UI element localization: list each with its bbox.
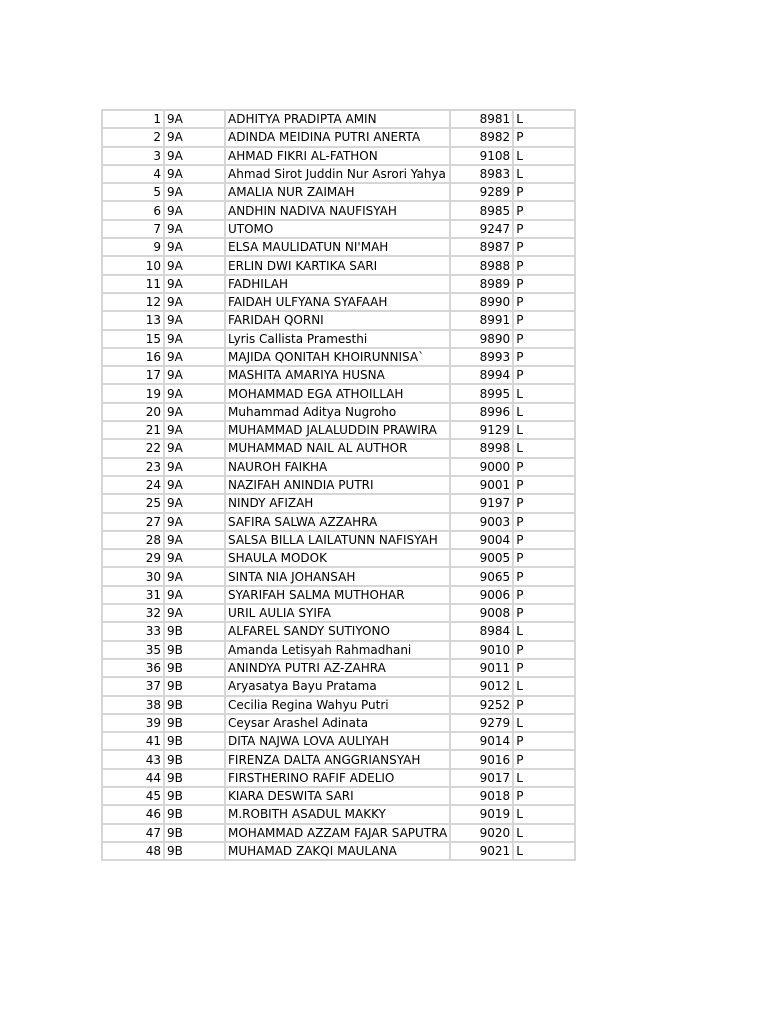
class-cell[interactable]: 9A xyxy=(164,531,225,549)
gender-cell[interactable]: L xyxy=(513,714,575,732)
gender-cell[interactable]: L xyxy=(513,110,575,128)
gender-cell[interactable]: P xyxy=(513,476,575,494)
student-id-cell[interactable]: 9012 xyxy=(450,677,513,695)
table-row xyxy=(102,220,575,238)
row-number-cell[interactable]: 44 xyxy=(102,769,164,787)
table-row xyxy=(102,659,575,677)
table-row xyxy=(102,622,575,640)
student-id-cell[interactable]: 9011 xyxy=(450,659,513,677)
table-row xyxy=(102,769,575,787)
row-number-cell[interactable]: 45 xyxy=(102,787,164,805)
gender-cell[interactable]: P xyxy=(513,696,575,714)
class-cell[interactable]: 9A xyxy=(164,220,225,238)
table-row xyxy=(102,165,575,183)
student-id-cell[interactable]: 8994 xyxy=(450,366,513,384)
table-row xyxy=(102,439,575,457)
table-row xyxy=(102,567,575,585)
table-row xyxy=(102,750,575,768)
student-name-cell[interactable]: Lyris Callista Pramesthi xyxy=(225,330,450,348)
table-row xyxy=(102,256,575,274)
student-name-cell[interactable]: Muhammad Aditya Nugroho xyxy=(225,403,450,421)
student-id-cell[interactable]: 8984 xyxy=(450,622,513,640)
gender-cell[interactable]: L xyxy=(513,622,575,640)
row-number-cell[interactable]: 36 xyxy=(102,659,164,677)
row-number-cell[interactable]: 5 xyxy=(102,183,164,201)
student-name-cell[interactable]: NAUROH FAIKHA xyxy=(225,458,450,476)
student-name-cell[interactable]: ELSA MAULIDATUN NI'MAH xyxy=(225,238,450,256)
student-table xyxy=(101,109,576,861)
row-number-cell[interactable]: 20 xyxy=(102,403,164,421)
class-cell[interactable]: 9B xyxy=(164,842,225,860)
gender-cell[interactable]: P xyxy=(513,311,575,329)
table-row xyxy=(102,842,575,860)
table-row xyxy=(102,824,575,842)
row-number-cell[interactable]: 23 xyxy=(102,458,164,476)
student-name-cell[interactable]: SHAULA MODOK xyxy=(225,549,450,567)
student-id-cell[interactable]: 8987 xyxy=(450,238,513,256)
student-id-cell[interactable]: 9247 xyxy=(450,220,513,238)
student-id-cell[interactable]: 8990 xyxy=(450,293,513,311)
table-row xyxy=(102,805,575,823)
table-row xyxy=(102,128,575,146)
gender-cell[interactable]: P xyxy=(513,513,575,531)
class-cell[interactable]: 9A xyxy=(164,494,225,512)
class-cell[interactable]: 9A xyxy=(164,384,225,402)
class-cell[interactable]: 9A xyxy=(164,311,225,329)
row-number-cell[interactable]: 16 xyxy=(102,348,164,366)
gender-cell[interactable]: P xyxy=(513,458,575,476)
class-cell[interactable]: 9A xyxy=(164,330,225,348)
table-row xyxy=(102,604,575,622)
row-number-cell[interactable]: 17 xyxy=(102,366,164,384)
class-cell[interactable]: 9A xyxy=(164,275,225,293)
gender-cell[interactable]: P xyxy=(513,586,575,604)
gender-cell[interactable]: P xyxy=(513,750,575,768)
student-id-cell[interactable]: 9289 xyxy=(450,183,513,201)
table-row xyxy=(102,732,575,750)
gender-cell[interactable]: P xyxy=(513,549,575,567)
gender-cell[interactable]: L xyxy=(513,805,575,823)
gender-cell[interactable]: P xyxy=(513,201,575,219)
student-id-cell[interactable]: 8981 xyxy=(450,110,513,128)
student-name-cell[interactable]: Amanda Letisyah Rahmadhani xyxy=(225,641,450,659)
student-id-cell[interactable]: 9016 xyxy=(450,750,513,768)
class-cell[interactable]: 9A xyxy=(164,458,225,476)
table-row xyxy=(102,494,575,512)
table-row xyxy=(102,330,575,348)
class-cell[interactable]: 9A xyxy=(164,110,225,128)
student-id-cell[interactable]: 9014 xyxy=(450,732,513,750)
gender-cell[interactable]: L xyxy=(513,421,575,439)
gender-cell[interactable]: P xyxy=(513,531,575,549)
student-id-cell[interactable]: 9021 xyxy=(450,842,513,860)
student-name-cell[interactable]: Cecilia Regina Wahyu Putri xyxy=(225,696,450,714)
gender-cell[interactable]: P xyxy=(513,220,575,238)
table-row xyxy=(102,201,575,219)
student-name-cell[interactable]: MOHAMMAD AZZAM FAJAR SAPUTRA xyxy=(225,824,450,842)
student-id-cell[interactable]: 8982 xyxy=(450,128,513,146)
class-cell[interactable]: 9A xyxy=(164,549,225,567)
gender-cell[interactable]: L xyxy=(513,165,575,183)
student-name-cell[interactable]: ANINDYA PUTRI AZ-ZAHRA xyxy=(225,659,450,677)
row-number-cell[interactable]: 41 xyxy=(102,732,164,750)
student-id-cell[interactable]: 9279 xyxy=(450,714,513,732)
table-row xyxy=(102,311,575,329)
student-id-cell[interactable]: 9019 xyxy=(450,805,513,823)
student-name-cell[interactable]: Ceysar Arashel Adinata xyxy=(225,714,450,732)
gender-cell[interactable]: L xyxy=(513,439,575,457)
class-cell[interactable]: 9B xyxy=(164,787,225,805)
student-name-cell[interactable]: FIRSTHERINO RAFIF ADELIO xyxy=(225,769,450,787)
student-id-cell[interactable]: 9003 xyxy=(450,513,513,531)
student-id-cell[interactable]: 9005 xyxy=(450,549,513,567)
student-name-cell[interactable]: SYARIFAH SALMA MUTHOHAR xyxy=(225,586,450,604)
gender-cell[interactable]: P xyxy=(513,275,575,293)
gender-cell[interactable]: P xyxy=(513,659,575,677)
row-number-cell[interactable]: 25 xyxy=(102,494,164,512)
row-number-cell[interactable]: 15 xyxy=(102,330,164,348)
gender-cell[interactable]: P xyxy=(513,787,575,805)
gender-cell[interactable]: P xyxy=(513,604,575,622)
table-row xyxy=(102,348,575,366)
student-name-cell[interactable]: SINTA NIA JOHANSAH xyxy=(225,567,450,585)
student-name-cell[interactable]: MASHITA AMARIYA HUSNA xyxy=(225,366,450,384)
table-row xyxy=(102,458,575,476)
class-cell[interactable]: 9B xyxy=(164,750,225,768)
class-cell[interactable]: 9B xyxy=(164,824,225,842)
table-row xyxy=(102,384,575,402)
student-name-cell[interactable]: FARIDAH QORNI xyxy=(225,311,450,329)
class-cell[interactable]: 9B xyxy=(164,769,225,787)
table-row xyxy=(102,238,575,256)
class-cell[interactable]: 9A xyxy=(164,567,225,585)
student-name-cell[interactable]: NAZIFAH ANINDIA PUTRI xyxy=(225,476,450,494)
row-number-cell[interactable]: 43 xyxy=(102,750,164,768)
student-id-cell[interactable]: 9020 xyxy=(450,824,513,842)
student-name-cell[interactable]: ANDHIN NADIVA NAUFISYAH xyxy=(225,201,450,219)
table-row xyxy=(102,513,575,531)
gender-cell[interactable]: P xyxy=(513,366,575,384)
student-name-cell[interactable]: Ahmad Sirot Juddin Nur Asrori Yahya xyxy=(225,165,450,183)
row-number-cell[interactable]: 33 xyxy=(102,622,164,640)
student-id-cell[interactable]: 8996 xyxy=(450,403,513,421)
class-cell[interactable]: 9B xyxy=(164,641,225,659)
table-row xyxy=(102,549,575,567)
gender-cell[interactable]: L xyxy=(513,769,575,787)
row-number-cell[interactable]: 13 xyxy=(102,311,164,329)
student-id-cell[interactable]: 9000 xyxy=(450,458,513,476)
row-number-cell[interactable]: 32 xyxy=(102,604,164,622)
gender-cell[interactable]: P xyxy=(513,128,575,146)
table-row xyxy=(102,531,575,549)
student-name-cell[interactable]: KIARA DESWITA SARI xyxy=(225,787,450,805)
table-row xyxy=(102,787,575,805)
class-cell[interactable]: 9A xyxy=(164,476,225,494)
table-row xyxy=(102,677,575,695)
table-row xyxy=(102,366,575,384)
student-id-cell[interactable]: 8988 xyxy=(450,256,513,274)
table-row xyxy=(102,696,575,714)
student-name-cell[interactable]: FAIDAH ULFYANA SYAFAAH xyxy=(225,293,450,311)
class-cell[interactable]: 9A xyxy=(164,256,225,274)
student-id-cell[interactable]: 9252 xyxy=(450,696,513,714)
row-number-cell[interactable]: 24 xyxy=(102,476,164,494)
student-id-cell[interactable]: 9008 xyxy=(450,604,513,622)
gender-cell[interactable]: P xyxy=(513,494,575,512)
gender-cell[interactable]: P xyxy=(513,348,575,366)
student-name-cell[interactable]: SAFIRA SALWA AZZAHRA xyxy=(225,513,450,531)
student-id-cell[interactable]: 9006 xyxy=(450,586,513,604)
student-name-cell[interactable]: FADHILAH xyxy=(225,275,450,293)
table-row xyxy=(102,641,575,659)
table-row xyxy=(102,476,575,494)
table-row xyxy=(102,586,575,604)
student-name-cell[interactable]: FIRENZA DALTA ANGGRIANSYAH xyxy=(225,750,450,768)
gender-cell[interactable]: L xyxy=(513,147,575,165)
row-number-cell[interactable]: 39 xyxy=(102,714,164,732)
student-id-cell[interactable]: 9018 xyxy=(450,787,513,805)
row-number-cell[interactable]: 21 xyxy=(102,421,164,439)
student-name-cell[interactable]: MAJIDA QONITAH KHOIRUNNISA` xyxy=(225,348,450,366)
student-id-cell[interactable]: 9108 xyxy=(450,147,513,165)
row-number-cell[interactable]: 22 xyxy=(102,439,164,457)
student-name-cell[interactable]: DITA NAJWA LOVA AULIYAH xyxy=(225,732,450,750)
class-cell[interactable]: 9A xyxy=(164,293,225,311)
student-name-cell[interactable]: SALSA BILLA LAILATUNN NAFISYAH xyxy=(225,531,450,549)
student-name-cell[interactable]: URIL AULIA SYIFA xyxy=(225,604,450,622)
student-id-cell[interactable]: 9010 xyxy=(450,641,513,659)
row-number-cell[interactable]: 6 xyxy=(102,201,164,219)
class-cell[interactable]: 9A xyxy=(164,439,225,457)
class-cell[interactable]: 9A xyxy=(164,238,225,256)
table-row xyxy=(102,183,575,201)
row-number-cell[interactable]: 47 xyxy=(102,824,164,842)
class-cell[interactable]: 9A xyxy=(164,513,225,531)
gender-cell[interactable]: P xyxy=(513,293,575,311)
gender-cell[interactable]: L xyxy=(513,677,575,695)
row-number-cell[interactable]: 9 xyxy=(102,238,164,256)
row-number-cell[interactable]: 7 xyxy=(102,220,164,238)
student-name-cell[interactable]: MUHAMAD ZAKQI MAULANA xyxy=(225,842,450,860)
class-cell[interactable]: 9B xyxy=(164,805,225,823)
student-name-cell[interactable]: UTOMO xyxy=(225,220,450,238)
table-row xyxy=(102,147,575,165)
gender-cell[interactable]: P xyxy=(513,732,575,750)
student-name-cell[interactable]: ADINDA MEIDINA PUTRI ANERTA xyxy=(225,128,450,146)
table-row xyxy=(102,403,575,421)
student-name-cell[interactable]: AMALIA NUR ZAIMAH xyxy=(225,183,450,201)
gender-cell[interactable]: L xyxy=(513,384,575,402)
class-cell[interactable]: 9A xyxy=(164,366,225,384)
student-name-cell[interactable]: M.ROBITH ASADUL MAKKY xyxy=(225,805,450,823)
class-cell[interactable]: 9B xyxy=(164,659,225,677)
row-number-cell[interactable]: 1 xyxy=(102,110,164,128)
row-number-cell[interactable]: 11 xyxy=(102,275,164,293)
row-number-cell[interactable]: 28 xyxy=(102,531,164,549)
table-row xyxy=(102,714,575,732)
student-id-cell[interactable]: 8983 xyxy=(450,165,513,183)
row-number-cell[interactable]: 31 xyxy=(102,586,164,604)
table-row xyxy=(102,293,575,311)
class-cell[interactable]: 9B xyxy=(164,732,225,750)
table-row xyxy=(102,275,575,293)
student-id-cell[interactable]: 8998 xyxy=(450,439,513,457)
student-name-cell[interactable]: ADHITYA PRADIPTA AMIN xyxy=(225,110,450,128)
class-cell[interactable]: 9A xyxy=(164,183,225,201)
class-cell[interactable]: 9B xyxy=(164,677,225,695)
student-name-cell[interactable]: AHMAD FIKRI AL-FATHON xyxy=(225,147,450,165)
student-id-cell[interactable]: 9890 xyxy=(450,330,513,348)
class-cell[interactable]: 9A xyxy=(164,128,225,146)
student-id-cell[interactable]: 8989 xyxy=(450,275,513,293)
student-table-body xyxy=(102,110,575,860)
gender-cell[interactable]: L xyxy=(513,842,575,860)
row-number-cell[interactable]: 29 xyxy=(102,549,164,567)
student-id-cell[interactable]: 8993 xyxy=(450,348,513,366)
class-cell[interactable]: 9B xyxy=(164,622,225,640)
row-number-cell[interactable]: 35 xyxy=(102,641,164,659)
row-number-cell[interactable]: 30 xyxy=(102,567,164,585)
gender-cell[interactable]: P xyxy=(513,256,575,274)
gender-cell[interactable]: P xyxy=(513,183,575,201)
student-id-cell[interactable]: 8991 xyxy=(450,311,513,329)
student-name-cell[interactable]: MUHAMMAD JALALUDDIN PRAWIRA xyxy=(225,421,450,439)
table-row xyxy=(102,421,575,439)
class-cell[interactable]: 9A xyxy=(164,348,225,366)
class-cell[interactable]: 9A xyxy=(164,165,225,183)
student-id-cell[interactable]: 9129 xyxy=(450,421,513,439)
class-cell[interactable]: 9A xyxy=(164,201,225,219)
student-name-cell[interactable]: Aryasatya Bayu Pratama xyxy=(225,677,450,695)
row-number-cell[interactable]: 19 xyxy=(102,384,164,402)
student-id-cell[interactable]: 9017 xyxy=(450,769,513,787)
student-id-cell[interactable]: 8995 xyxy=(450,384,513,402)
student-name-cell[interactable]: MUHAMMAD NAIL AL AUTHOR xyxy=(225,439,450,457)
row-number-cell[interactable]: 48 xyxy=(102,842,164,860)
student-name-cell[interactable]: NINDY AFIZAH xyxy=(225,494,450,512)
class-cell[interactable]: 9A xyxy=(164,403,225,421)
class-cell[interactable]: 9A xyxy=(164,604,225,622)
row-number-cell[interactable]: 10 xyxy=(102,256,164,274)
row-number-cell[interactable]: 27 xyxy=(102,513,164,531)
row-number-cell[interactable]: 2 xyxy=(102,128,164,146)
gender-cell[interactable]: L xyxy=(513,403,575,421)
gender-cell[interactable]: P xyxy=(513,330,575,348)
student-name-cell[interactable]: ERLIN DWI KARTIKA SARI xyxy=(225,256,450,274)
gender-cell[interactable]: P xyxy=(513,641,575,659)
gender-cell[interactable]: P xyxy=(513,238,575,256)
class-cell[interactable]: 9A xyxy=(164,147,225,165)
class-cell[interactable]: 9A xyxy=(164,421,225,439)
row-number-cell[interactable]: 38 xyxy=(102,696,164,714)
class-cell[interactable]: 9A xyxy=(164,586,225,604)
student-id-cell[interactable]: 8985 xyxy=(450,201,513,219)
row-number-cell[interactable]: 3 xyxy=(102,147,164,165)
row-number-cell[interactable]: 12 xyxy=(102,293,164,311)
class-cell[interactable]: 9B xyxy=(164,714,225,732)
gender-cell[interactable]: P xyxy=(513,567,575,585)
student-id-cell[interactable]: 9197 xyxy=(450,494,513,512)
student-name-cell[interactable]: ALFAREL SANDY SUTIYONO xyxy=(225,622,450,640)
row-number-cell[interactable]: 4 xyxy=(102,165,164,183)
row-number-cell[interactable]: 37 xyxy=(102,677,164,695)
student-name-cell[interactable]: MOHAMMAD EGA ATHOILLAH xyxy=(225,384,450,402)
student-id-cell[interactable]: 9001 xyxy=(450,476,513,494)
gender-cell[interactable]: L xyxy=(513,824,575,842)
class-cell[interactable]: 9B xyxy=(164,696,225,714)
table-row xyxy=(102,110,575,128)
student-id-cell[interactable]: 9004 xyxy=(450,531,513,549)
student-id-cell[interactable]: 9065 xyxy=(450,567,513,585)
row-number-cell[interactable]: 46 xyxy=(102,805,164,823)
